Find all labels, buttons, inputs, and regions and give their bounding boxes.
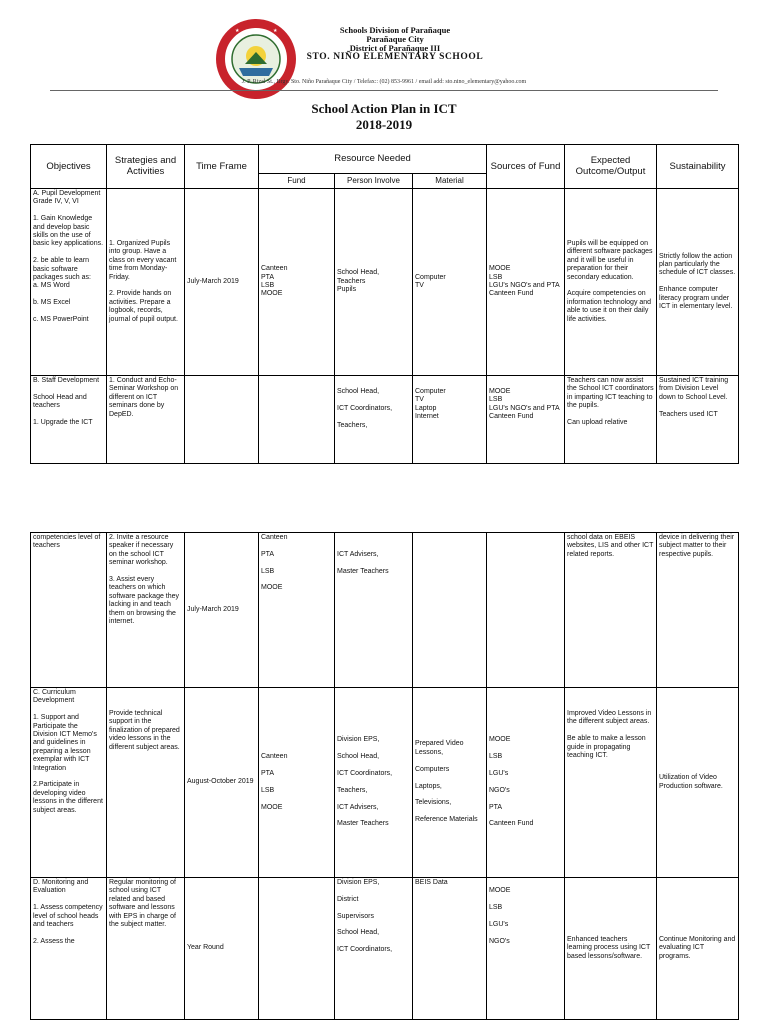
header-resource-needed: Resource Needed	[259, 145, 487, 174]
cell-objectives: B. Staff Development School Head and teachers 1. Upgrade the ICT	[31, 375, 107, 463]
division-line: Schools Division of Parañaque	[339, 25, 451, 35]
table-row	[31, 688, 739, 878]
cell-objectives: D. Monitoring and Evaluation 1. Assess competency level of school heads and teachers 2. Assess the	[31, 878, 107, 1020]
cell-person: School Head, ICT Coordinators, Teachers,	[335, 375, 413, 463]
action-plan-table-page1	[30, 144, 739, 464]
header-time-frame: Time Frame	[185, 145, 259, 189]
cell-material: BEIS Data	[413, 878, 487, 1020]
cell-fund	[259, 375, 335, 463]
header-divider	[50, 90, 718, 91]
cell-material: Computer TV Laptop Internet	[413, 375, 487, 463]
cell-fund: Canteen PTA LSB MOOE	[259, 188, 335, 375]
svg-text:★: ★	[273, 28, 278, 34]
cell-person: Division EPS, School Head, ICT Coordinators, Teachers, ICT Advisers, Master Teachers	[335, 688, 413, 878]
cell-sources: MOOE LSB LGU's NGO's PTA Canteen Fund	[487, 688, 565, 878]
cell-material: Computer TV	[413, 188, 487, 375]
cell-strategies: 1. Conduct and Echo-Seminar Workshop on different on ICT seminars done by DepED.	[107, 375, 185, 463]
cell-sustainability: Utilization of Video Production software.	[657, 688, 739, 878]
district-line: District of Parañaque III	[349, 43, 441, 53]
cell-expected: school data on EBEIS websites, LIS and other ICT related reports.	[565, 533, 657, 688]
table-row	[31, 375, 739, 463]
cell-strategies: 1. Organized Pupils into group. Have a class on every vacant time from Monday-Friday. 2. Provide hands on activities. Prepare a logbook, records, journal of pupil output.	[107, 188, 185, 375]
cell-expected: Teachers can now assist the School ICT coordinators in imparting ICT teaching to the pupils. Can upload relative	[565, 375, 657, 463]
cell-fund: Canteen PTA LSB MOOE	[259, 688, 335, 878]
title-line1: School Action Plan in ICT	[311, 101, 457, 116]
table-row	[31, 188, 739, 375]
header-material: Material	[413, 173, 487, 188]
cell-time-frame: July-March 2019	[185, 188, 259, 375]
cell-sustainability: device in delivering their subject matter to their respective pupils.	[657, 533, 739, 688]
cell-objectives: competencies level of teachers	[31, 533, 107, 688]
cell-sources	[487, 533, 565, 688]
cell-time-frame: July-March 2019	[185, 533, 259, 688]
cell-person: ICT Advisers, Master Teachers	[335, 533, 413, 688]
seal-text: ★	[235, 28, 240, 34]
cell-strategies: 2. Invite a resource speaker if necessary on the school ICT seminar workshop. 3. Assist every teachers on which software package they lacking in and teach them on browsing the internet.	[107, 533, 185, 688]
cell-objectives: C. Curriculum Development 1. Support and Participate the Division ICT Memo's and guidelines in preparing a lesson exemplar with ICT Integration 2.Participate in developing video lessons in the different subject areas.	[31, 688, 107, 878]
title-line2: 2018-2019	[355, 117, 413, 132]
cell-fund: Canteen PTA LSB MOOE	[259, 533, 335, 688]
cell-person: School Head, Teachers Pupils	[335, 188, 413, 375]
cell-expected: Pupils will be equipped on different software packages and it will be useful in preparation for their secondary education. Acquire competencies on information technology and able to use it on their daily life activities.	[565, 188, 657, 375]
cell-time-frame: Year Round	[185, 878, 259, 1020]
header-sources: Sources of Fund	[487, 145, 565, 189]
school-name: STO. NIÑO ELEMENTARY SCHOOL	[306, 52, 484, 62]
city-line: Parañaque City	[366, 34, 424, 44]
header-objectives: Objectives	[31, 145, 107, 189]
cell-sustainability: Sustained ICT training from Division Level down to School Level. Teachers used ICT	[657, 375, 739, 463]
cell-sources: MOOE LSB LGU's NGO's	[487, 878, 565, 1020]
header-expected: Expected Outcome/Output	[565, 145, 657, 189]
cell-sources: MOOE LSB LGU's NGO's and PTA Canteen Fund	[487, 375, 565, 463]
header-sustainability: Sustainability	[657, 145, 739, 189]
cell-objectives: A. Pupil Development Grade IV, V, VI 1. Gain Knowledge and develop basic skills on the use of basic key applications. 2. be able to learn basic software packages such as: a. MS Word b. MS Excel c. MS PowerPoint	[31, 188, 107, 375]
header-strategies: Strategies and Activities	[107, 145, 185, 189]
cell-fund	[259, 878, 335, 1020]
cell-sustainability: Continue Monitoring and evaluating ICT programs.	[657, 878, 739, 1020]
cell-strategies: Regular monitoring of school using ICT related and based software and lessons with EPS in charge of the subject matter.	[107, 878, 185, 1020]
header-person: Person Involve	[335, 173, 413, 188]
action-plan-table-page2	[30, 532, 739, 1020]
cell-person: Division EPS, District Supervisors School Head, ICT Coordinators,	[335, 878, 413, 1020]
school-seal-logo	[215, 18, 297, 100]
cell-sustainability: Strictly follow the action plan particularly the schedule of ICT classes. Enhance computer literacy program under ICT in elementary level.	[657, 188, 739, 375]
cell-time-frame: August-October 2019	[185, 688, 259, 878]
document-title	[0, 101, 768, 133]
cell-expected: Improved Video Lessons in the different subject areas. Be able to make a lesson guide in propagating teaching ICT.	[565, 688, 657, 878]
contact-line: J. P. Rizal St., Brgy. Sto. Niño Parañaque City / Telefax:: (02) 853-9961 / email add: sto.nino_elementary@yahoo.com	[241, 79, 527, 85]
cell-time-frame	[185, 375, 259, 463]
table-row	[31, 878, 739, 1020]
header-fund: Fund	[259, 173, 335, 188]
cell-sources: MOOE LSB LGU's NGO's and PTA Canteen Fund	[487, 188, 565, 375]
cell-expected: Enhanced teachers learning process using ICT based lessons/software.	[565, 878, 657, 1020]
letterhead	[305, 26, 485, 62]
cell-strategies: Provide technical support in the finalization of prepared video lessons in the different subject areas.	[107, 688, 185, 878]
cell-material	[413, 533, 487, 688]
table-row	[31, 533, 739, 688]
cell-material: Prepared Video Lessons, Computers Laptops, Televisions, Reference Materials	[413, 688, 487, 878]
